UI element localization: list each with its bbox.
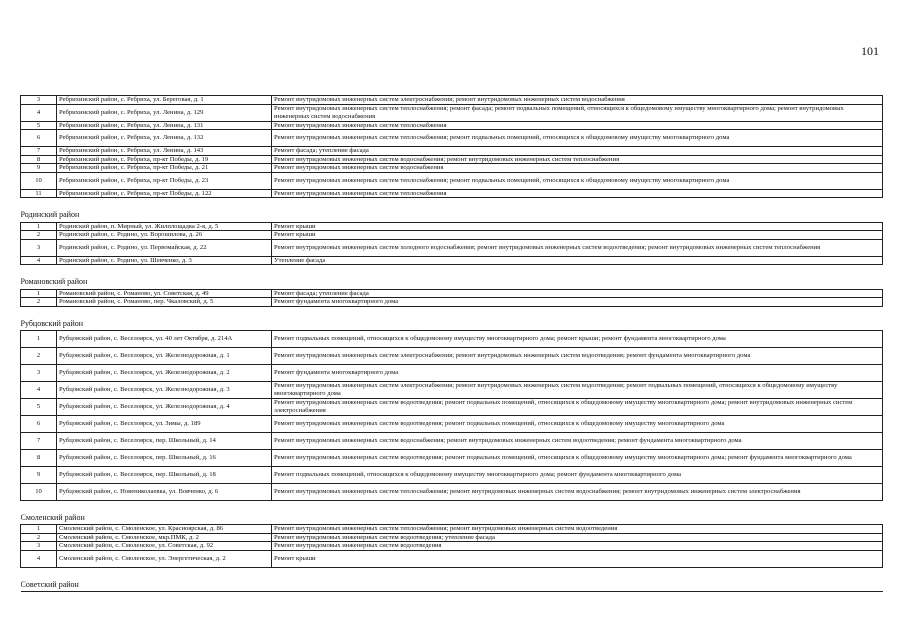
row-number: 6 xyxy=(21,415,57,432)
row-work: Ремонт крыши xyxy=(272,550,883,567)
row-number: 1 xyxy=(21,525,57,534)
row-work: Ремонт внутридомовых инженерных систем теплоснабжения; ремонт внутридомовых инженерных систем водоотведения xyxy=(272,525,883,534)
table-row xyxy=(21,164,883,173)
table-row xyxy=(21,104,883,121)
table-row xyxy=(21,364,883,381)
section-header xyxy=(21,265,883,289)
table-row xyxy=(21,289,883,298)
row-work: Ремонт внутридомовых инженерных систем водоснабжения; ремонт внутридомовых инженерных систем теплоснабжения xyxy=(272,155,883,164)
row-number: 5 xyxy=(21,398,57,415)
row-work: Ремонт фундамента многоквартирного дома xyxy=(272,364,883,381)
row-work: Ремонт фасада; утепление фасада xyxy=(272,147,883,156)
row-work: Ремонт внутридомовых инженерных систем теплоснабжения; ремонт внутридомовых инженерных систем водоснабжения; ремонт внутридомовых инженерных систем электроснабжения xyxy=(272,483,883,500)
row-number: 9 xyxy=(21,466,57,483)
row-number: 3 xyxy=(21,239,57,256)
table-row xyxy=(21,130,883,147)
row-address: Рубцовский район, с. Веселоярск, пер. Школьный, д. 18 xyxy=(57,466,272,483)
row-address: Рубцовский район, с. Новениколаевка, ул. Вовченко, д. 6 xyxy=(57,483,272,500)
row-work: Ремонт внутридомовых инженерных систем электроснабжения; ремонт внутридомовых инженерных систем водоснабжения xyxy=(272,96,883,105)
table-row xyxy=(21,466,883,483)
row-address: Ребрихинский район, с. Ребриха, ул. Ленина, д. 132 xyxy=(57,130,272,147)
row-number: 3 xyxy=(21,96,57,105)
row-work: Ремонт внутридомовых инженерных систем водоотведения xyxy=(272,542,883,551)
row-address: Смоленский район, с. Смоленское, ул. Красноярская, д. 86 xyxy=(57,525,272,534)
row-number: 9 xyxy=(21,164,57,173)
row-work: Ремонт внутридомовых инженерных систем водоотведения; ремонт подвальных помещений, относящихся к общедомовому имуществу многоквартирного дома; ремонт фундамента многоквартирного дома xyxy=(272,449,883,466)
table-row xyxy=(21,172,883,189)
row-work: Ремонт внутридомовых инженерных систем водоотведения; утепление фасада xyxy=(272,533,883,542)
row-work: Утепление фасада xyxy=(272,256,883,265)
row-address: Родинский район, с. Родино, ул. Шевченко, д. 3 xyxy=(57,256,272,265)
row-number: 2 xyxy=(21,347,57,364)
row-work: Ремонт внутридомовых инженерных систем теплоснабжения xyxy=(272,121,883,130)
row-work: Ремонт внутридомовых инженерных систем теплоснабжения; ремонт подвальных помещений, относящихся к общедомовому имуществу многоквартирного дома xyxy=(272,172,883,189)
section-title: Романовский район xyxy=(21,265,883,289)
row-work: Ремонт крыши xyxy=(272,222,883,231)
row-work: Ремонт внутридомовых инженерных систем теплоснабжения xyxy=(272,189,883,198)
table-row xyxy=(21,147,883,156)
table-row xyxy=(21,432,883,449)
row-work: Ремонт внутридомовых инженерных систем теплоснабжения; ремонт фасада; ремонт подвальных помещений, относящихся к общедомовому имуществу многоквартирного дома; ремонт внутридомовых инженерных систем водоснабжения xyxy=(272,104,883,121)
section-header xyxy=(21,567,883,591)
table-row xyxy=(21,121,883,130)
row-work: Ремонт внутридомовых инженерных систем водоснабжения xyxy=(272,164,883,173)
row-work: Ремонт крыши xyxy=(272,231,883,240)
row-number: 10 xyxy=(21,172,57,189)
row-number: 3 xyxy=(21,542,57,551)
table-row xyxy=(21,415,883,432)
row-number: 4 xyxy=(21,550,57,567)
row-number: 10 xyxy=(21,483,57,500)
row-number: 4 xyxy=(21,381,57,398)
row-address: Ребрихинский район, с. Ребриха, ул. Ленина, д. 129 xyxy=(57,104,272,121)
row-number: 5 xyxy=(21,121,57,130)
row-number: 2 xyxy=(21,533,57,542)
repair-table xyxy=(20,95,883,592)
row-work: Ремонт внутридомовых инженерных систем электроснабжения; ремонт внутридомовых инженерных систем водоотведения; ремонт подвальных помещений, относящихся к общедомовому имуществу многоквартирного дома xyxy=(272,381,883,398)
row-number: 2 xyxy=(21,231,57,240)
table-row xyxy=(21,189,883,198)
row-address: Романовский район, с. Романово, ул. Советская, д. 49 xyxy=(57,289,272,298)
row-number: 2 xyxy=(21,298,57,307)
row-work: Ремонт внутридомовых инженерных систем холодного водоснабжения; ремонт внутридомовых инженерных систем водоотведения; ремонт внутридомовых инженерных систем теплоснабжения xyxy=(272,239,883,256)
section-header xyxy=(21,500,883,524)
table-row xyxy=(21,381,883,398)
row-work: Ремонт внутридомовых инженерных систем водоотведения; ремонт подвальных помещений, относящихся к общедомовому имуществу многоквартирного дома; ремонт внутридомовых инженерных систем электроснабжения xyxy=(272,398,883,415)
row-address: Ребрихинский район, с. Ребриха, ул. Ленина, д. 143 xyxy=(57,147,272,156)
row-number: 4 xyxy=(21,104,57,121)
row-work: Ремонт внутридомовых инженерных систем теплоснабжения; ремонт подвальных помещений, относящихся к общедомовому имуществу многоквартирного дома xyxy=(272,130,883,147)
row-number: 1 xyxy=(21,222,57,231)
row-number: 8 xyxy=(21,155,57,164)
row-number: 8 xyxy=(21,449,57,466)
row-address: Рубцовский район, с. Веселоярск, пер. Школьный, д. 16 xyxy=(57,449,272,466)
row-address: Ребрихинский район, с. Ребриха, пр-кт Победы, д. 23 xyxy=(57,172,272,189)
table-row xyxy=(21,231,883,240)
table-row xyxy=(21,239,883,256)
row-address: Смоленский район, с. Смоленское, ул. Энергетическая, д. 2 xyxy=(57,550,272,567)
row-address: Рубцовский район, с. Веселоярск, пер. Школьный, д. 14 xyxy=(57,432,272,449)
table-row xyxy=(21,542,883,551)
row-work: Ремонт фасада; утепление фасада xyxy=(272,289,883,298)
row-address: Ребрихинский район, с. Ребриха, пр-кт Победы, д. 122 xyxy=(57,189,272,198)
section-title: Рубцовский район xyxy=(21,306,883,330)
row-address: Романовский район, с. Романово, пер. Чкаловский, д. 5 xyxy=(57,298,272,307)
table-row xyxy=(21,449,883,466)
table-row xyxy=(21,96,883,105)
row-address: Рубцовский район, с. Веселоярск, ул. Железнодорожная, д. 4 xyxy=(57,398,272,415)
row-number: 6 xyxy=(21,130,57,147)
table-row xyxy=(21,525,883,534)
row-work: Ремонт подвальных помещений, относящихся к общедомовому имуществу многоквартирного дома; ремонт крыши; ремонт фундамента многоквартирного дома xyxy=(272,330,883,347)
section-title: Родинский район xyxy=(21,198,883,222)
table-row xyxy=(21,155,883,164)
document-body xyxy=(20,95,883,592)
row-address: Ребрихинский район, с. Ребриха, пр-кт Победы, д. 19 xyxy=(57,155,272,164)
row-address: Ребрихинский район, с. Ребриха, ул. Ленина, д. 131 xyxy=(57,121,272,130)
table-row xyxy=(21,483,883,500)
row-address: Рубцовский район, с. Веселоярск, ул. Зимы, д. 189 xyxy=(57,415,272,432)
row-address: Родинский район, п. Мирный, ул. Жилплощадка 2-я, д. 5 xyxy=(57,222,272,231)
table-row xyxy=(21,330,883,347)
table-row xyxy=(21,550,883,567)
row-work: Ремонт внутридомовых инженерных систем электроснабжения; ремонт внутридомовых инженерных систем водоотведения; ремонт фундамента многоквартирного дома xyxy=(272,347,883,364)
row-work: Ремонт фундамента многоквартирного дома xyxy=(272,298,883,307)
row-number: 7 xyxy=(21,432,57,449)
row-address: Смоленский район, с. Смоленское, мкр.ПМК, д. 2 xyxy=(57,533,272,542)
table-row xyxy=(21,398,883,415)
table-row xyxy=(21,222,883,231)
row-number: 4 xyxy=(21,256,57,265)
row-number: 1 xyxy=(21,289,57,298)
row-work: Ремонт внутридомовых инженерных систем водоотведения; ремонт подвальных помещений, относящихся к общедомовому имуществу многоквартирного дома xyxy=(272,415,883,432)
row-address: Смоленский район, с. Смоленское, ул. Советская, д. 92 xyxy=(57,542,272,551)
row-number: 11 xyxy=(21,189,57,198)
row-work: Ремонт подвальных помещений, относящихся к общедомовому имуществу многоквартирного дома; ремонт фундамента многоквартирного дома xyxy=(272,466,883,483)
page-number: 101 xyxy=(861,44,879,58)
row-address: Родинский район, с. Родино, ул. Первомайская, д. 22 xyxy=(57,239,272,256)
table-row xyxy=(21,533,883,542)
table-row xyxy=(21,347,883,364)
row-address: Родинский район, с. Родино, ул. Ворошилова, д. 26 xyxy=(57,231,272,240)
row-work: Ремонт внутридомовых инженерных систем водоснабжения; ремонт внутридомовых инженерных систем водоотведения; ремонт фундамента многоквартирного дома xyxy=(272,432,883,449)
row-address: Рубцовский район, с. Веселоярск, ул. 40 лет Октября, д. 214А xyxy=(57,330,272,347)
row-address: Рубцовский район, с. Веселоярск, ул. Железнодорожная, д. 3 xyxy=(57,381,272,398)
row-address: Ребрихинский район, с. Ребриха, пр-кт Победы, д. 21 xyxy=(57,164,272,173)
section-header xyxy=(21,306,883,330)
section-title: Смоленский район xyxy=(21,500,883,524)
row-number: 1 xyxy=(21,330,57,347)
row-address: Рубцовский район, с. Веселоярск, ул. Железнодорожная, д. 1 xyxy=(57,347,272,364)
section-title: Советский район xyxy=(21,567,883,591)
table-row xyxy=(21,298,883,307)
row-address: Ребрихинский район, с. Ребриха, ул. Береговая, д. 1 xyxy=(57,96,272,105)
table-row xyxy=(21,256,883,265)
row-number: 3 xyxy=(21,364,57,381)
row-number: 7 xyxy=(21,147,57,156)
row-address: Рубцовский район, с. Веселоярск, ул. Железнодорожная, д. 2 xyxy=(57,364,272,381)
section-header xyxy=(21,198,883,222)
